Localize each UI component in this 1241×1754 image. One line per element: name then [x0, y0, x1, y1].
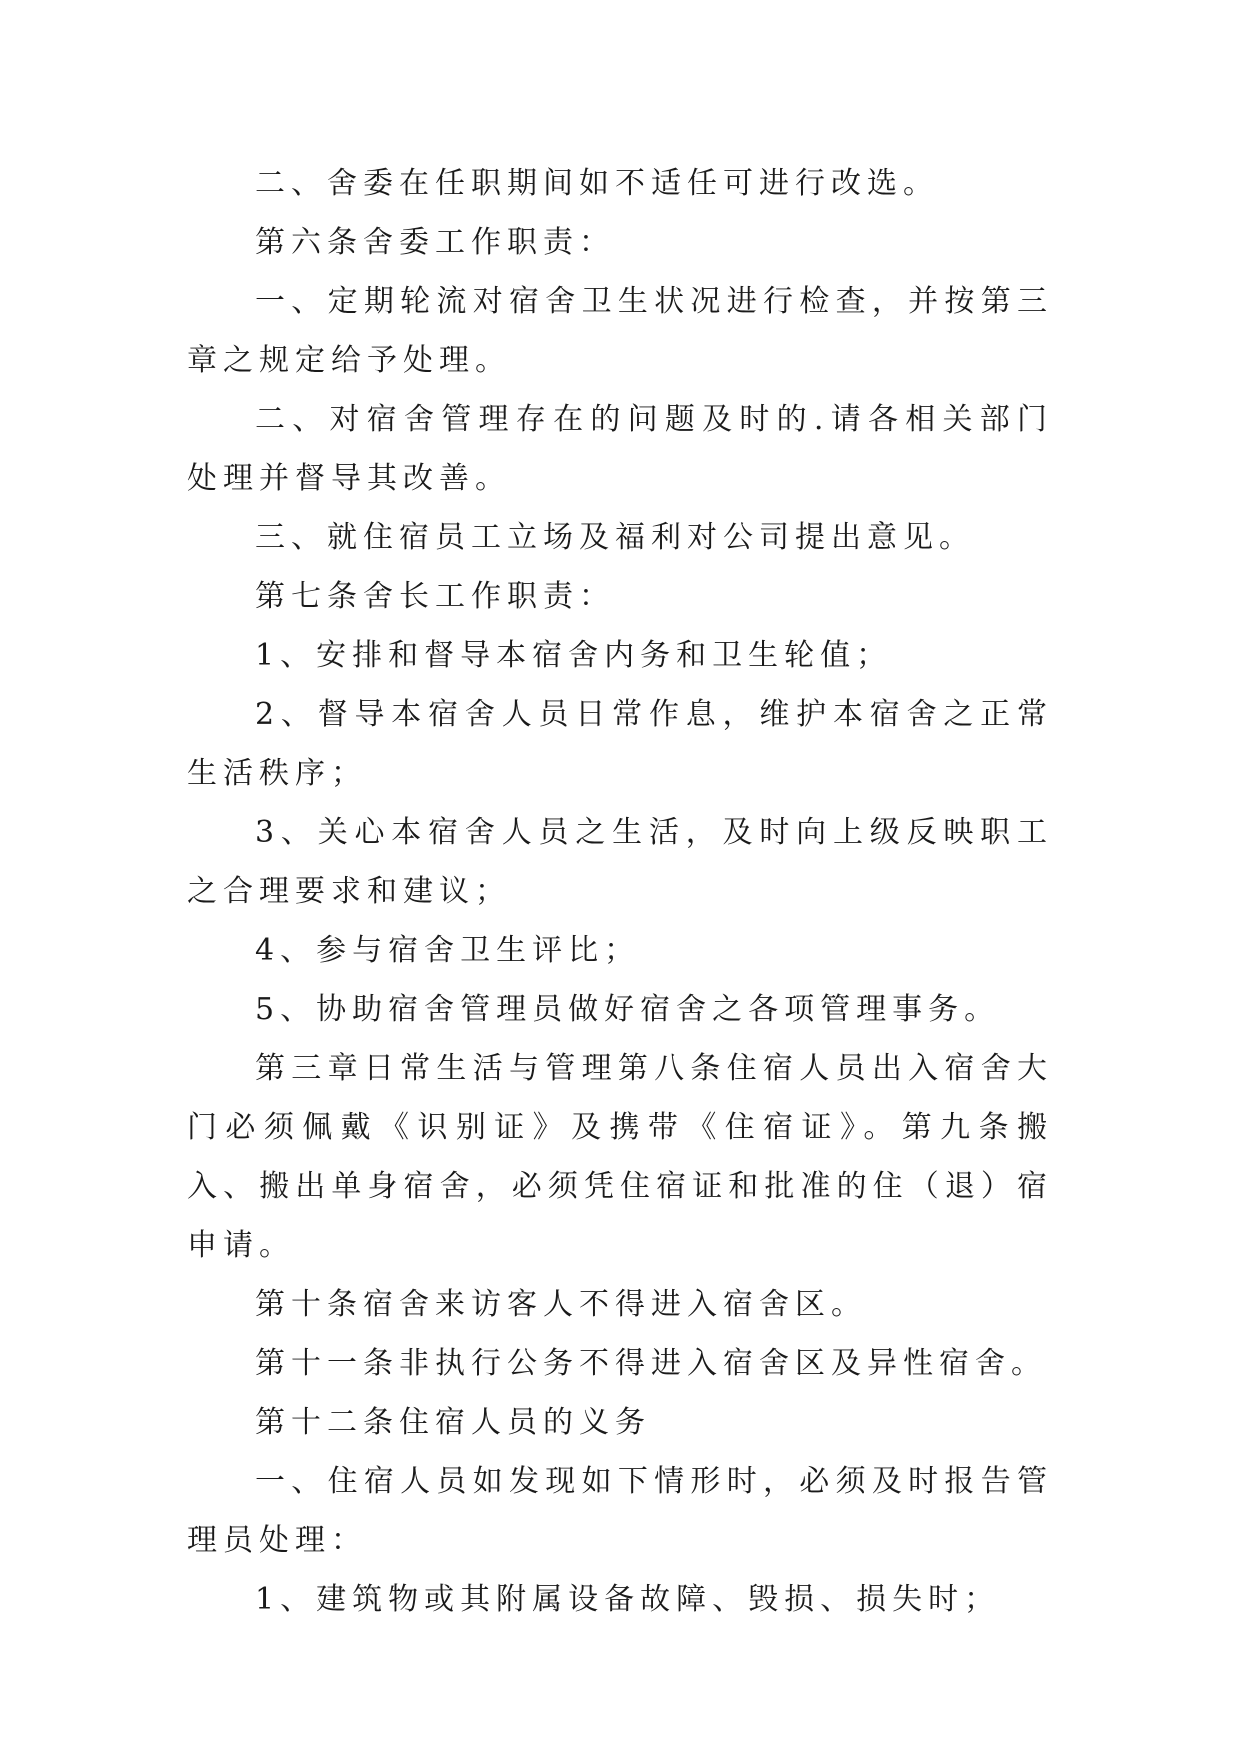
paragraph: 二、舍委在任职期间如不适任可进行改选。	[255, 166, 939, 201]
document-body	[187, 154, 1053, 1629]
paragraph: 3、关心本宿舍人员之生活，及时向上级反映职工之合理要求和建议；	[187, 815, 1053, 909]
paragraph: 一、定期轮流对宿舍卫生状况进行检查，并按第三章之规定给予处理。	[187, 284, 1053, 378]
paragraph: 1、建筑物或其附属设备故障、毁损、损失时；	[255, 1582, 1001, 1617]
paragraph: 三、就住宿员工立场及福利对公司提出意见。	[255, 520, 975, 555]
paragraph: 第七条舍长工作职责：	[255, 579, 615, 614]
paragraph: 第十二条住宿人员的义务	[255, 1405, 651, 1440]
paragraph: 一、住宿人员如发现如下情形时，必须及时报告管理员处理：	[187, 1464, 1053, 1558]
paragraph: 1、安排和督导本宿舍内务和卫生轮值；	[255, 638, 893, 673]
paragraph: 第三章日常生活与管理第八条住宿人员出入宿舍大门必须佩戴《识别证》及携带《住宿证》。第九条搬入、搬出单身宿舍，必须凭住宿证和批准的住（退）宿申请。	[187, 1051, 1053, 1263]
paragraph: 第十一条非执行公务不得进入宿舍区及异性宿舍。	[255, 1346, 1047, 1381]
paragraph: 二、对宿舍管理存在的问题及时的.请各相关部门处理并督导其改善。	[187, 402, 1053, 496]
paragraph: 第六条舍委工作职责：	[255, 225, 615, 260]
paragraph: 2、督导本宿舍人员日常作息，维护本宿舍之正常生活秩序；	[187, 697, 1053, 791]
paragraph: 4、参与宿舍卫生评比；	[255, 933, 641, 968]
paragraph: 5、协助宿舍管理员做好宿舍之各项管理事务。	[255, 992, 1001, 1027]
paragraph: 第十条宿舍来访客人不得进入宿舍区。	[255, 1287, 867, 1322]
